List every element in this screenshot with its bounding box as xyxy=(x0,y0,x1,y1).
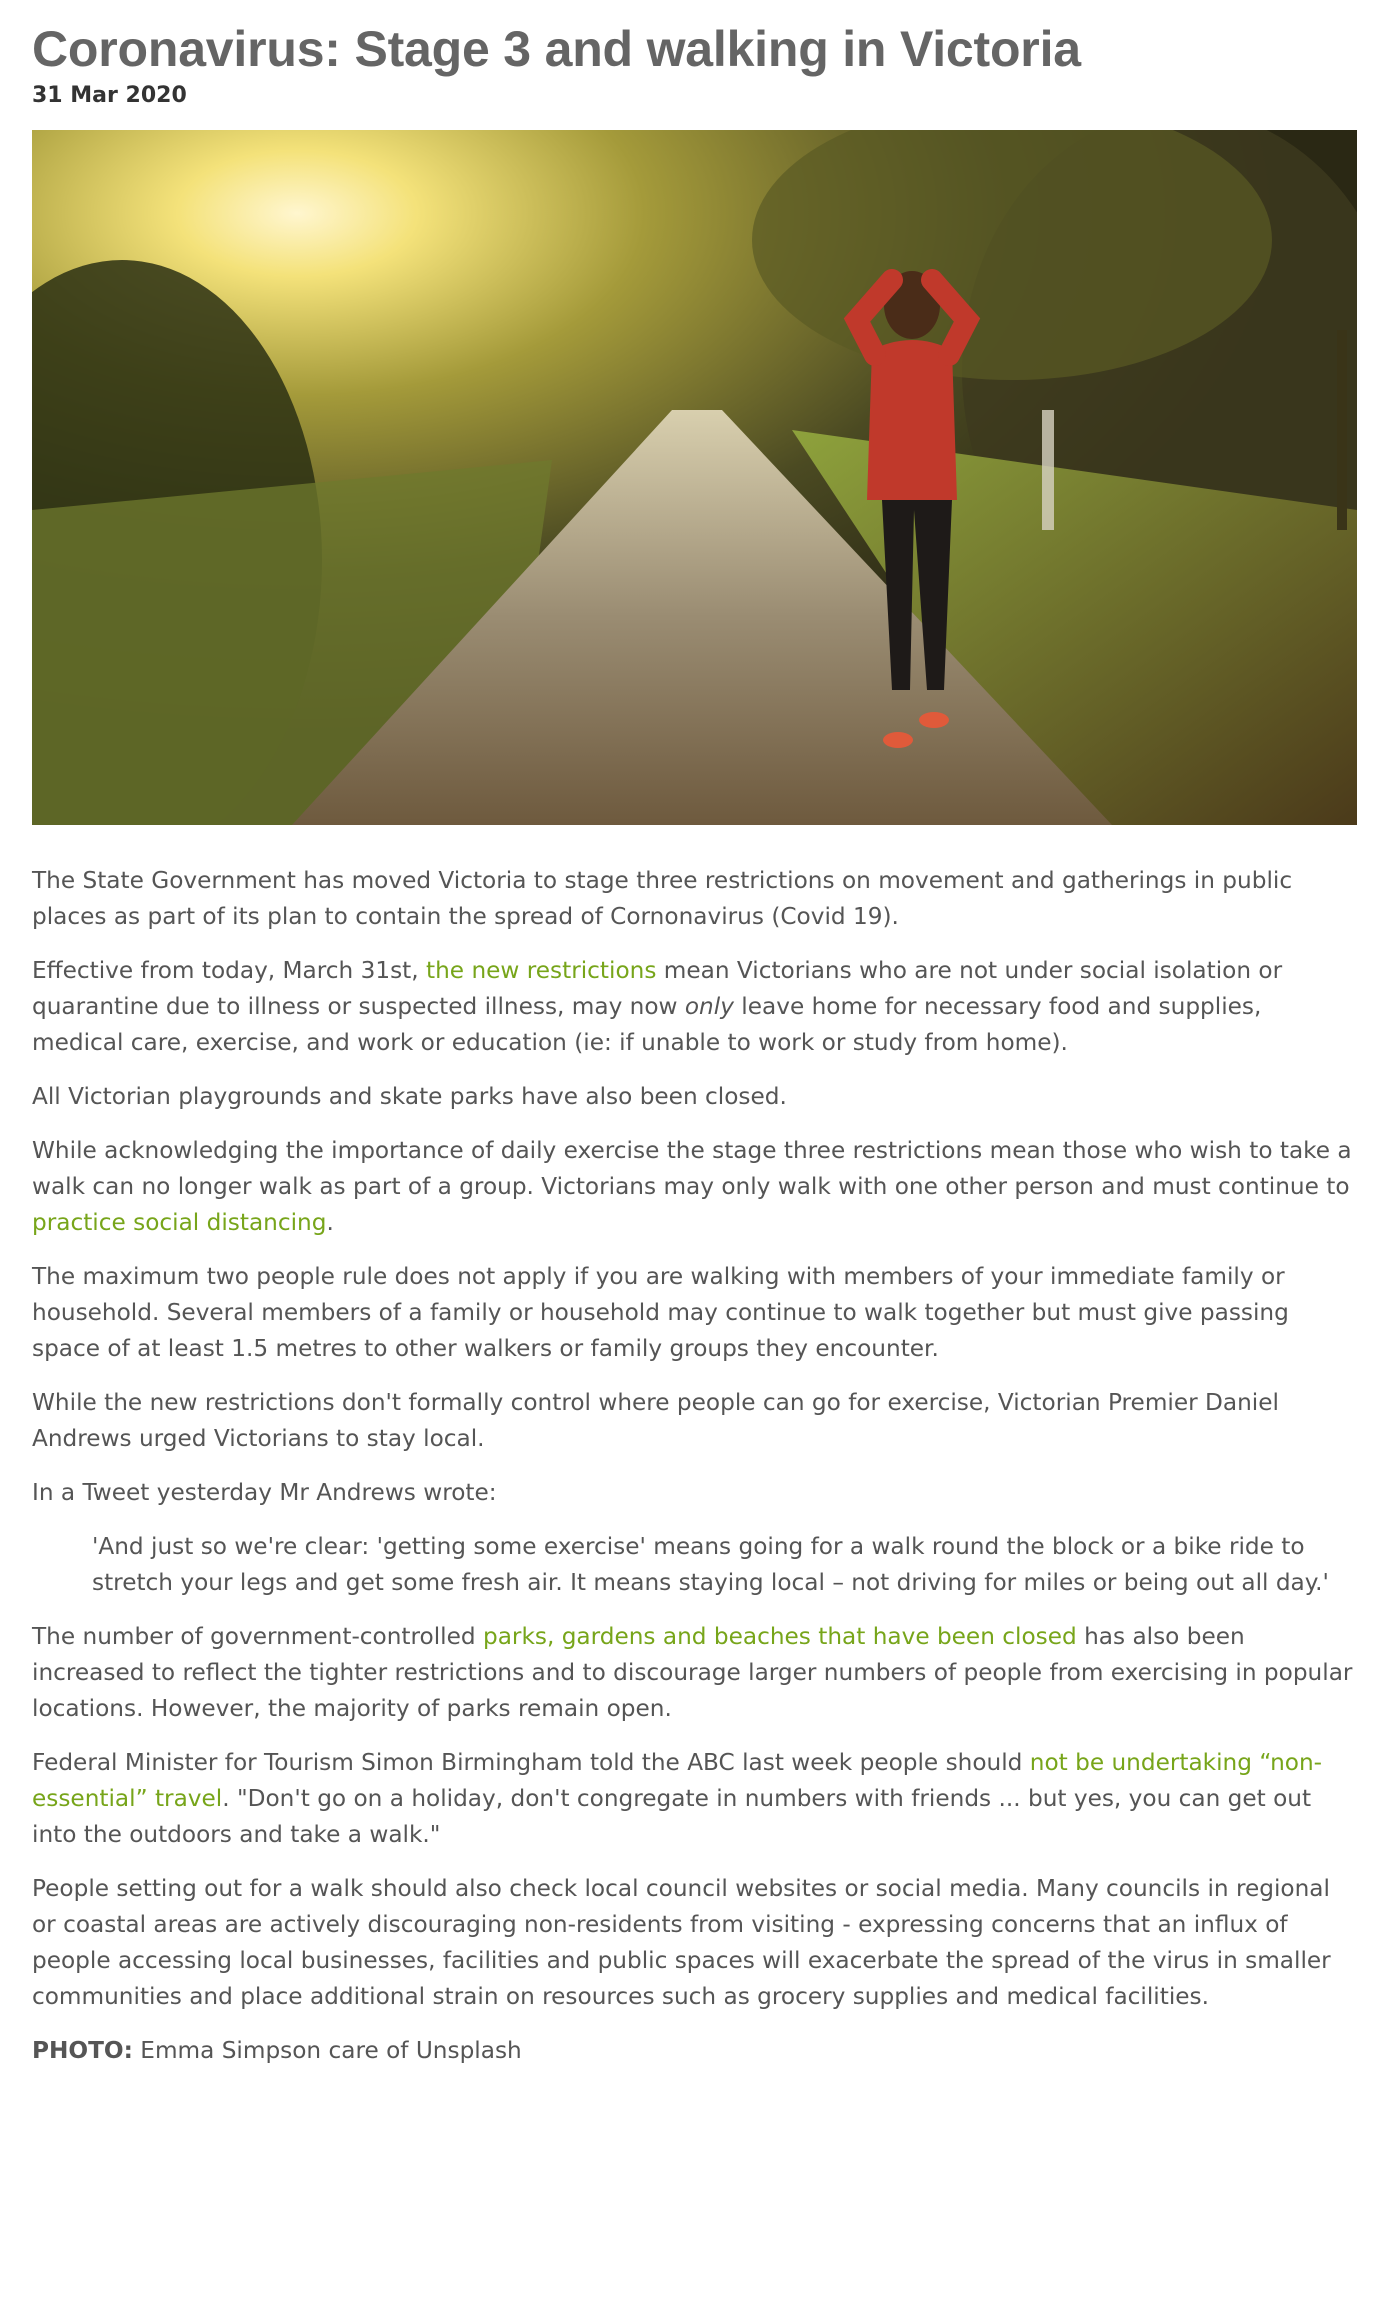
paragraph: The maximum two people rule does not apply if you are walking with members of your immediate family or household. Several members of a family or household may continue to walk together but must give passing space of at least 1.5 metres to other walkers or family groups they encounter. xyxy=(32,1263,1289,1362)
paragraph: All Victorian playgrounds and skate parks have also been closed. xyxy=(32,1083,787,1110)
article-container xyxy=(32,20,1357,2087)
hero-photo xyxy=(32,130,1357,825)
paragraph: The number of government-controlled parks, gardens and beaches that have been closed has also been increased to reflect the tighter restrictions and to discourage larger numbers of people from exercising in popular locations. However, the majority of parks remain open. xyxy=(32,1623,1353,1722)
article-title: Coronavirus: Stage 3 and walking in Victoria xyxy=(32,21,1081,77)
paragraph: While acknowledging the importance of daily exercise the stage three restrictions mean those who wish to take a walk can no longer walk as part of a group. Victorians may only walk with one other person and must continue to practice social distancing. xyxy=(32,1137,1352,1236)
photo-credit-label: PHOTO: xyxy=(32,2037,133,2064)
social-distancing-link[interactable]: practice social distancing xyxy=(32,1209,327,1236)
paragraph: Federal Minister for Tourism Simon Birmingham told the ABC last week people should not be undertaking “non-essential” travel. "Don't go on a holiday, don't congregate in numbers with friends ... but yes, you can get out into the outdoors and take a walk." xyxy=(32,1749,1323,1848)
paragraph: In a Tweet yesterday Mr Andrews wrote: xyxy=(32,1479,497,1506)
article-body xyxy=(32,863,1357,2069)
new-restrictions-link[interactable]: the new restrictions xyxy=(426,957,657,984)
article-date: 31 Mar 2020 xyxy=(32,83,187,108)
non-essential-travel-link[interactable]: not be undertaking “non-essential” travel xyxy=(32,1749,1323,1812)
paragraph: Effective from today, March 31st, the new restrictions mean Victorians who are not under social isolation or quarantine due to illness or suspected illness, may now only leave home for necessary food and supplies, medical care, exercise, and work or education (ie: if unable to work or study from home). xyxy=(32,957,1283,1056)
photo-credit xyxy=(32,2033,1357,2069)
photo-credit-text: Emma Simpson care of Unsplash xyxy=(132,2037,522,2064)
paragraph: The State Government has moved Victoria to stage three restrictions on movement and gatherings in public places as part of its plan to contain the spread of Cornonavirus (Covid 19). xyxy=(32,867,1293,930)
closed-parks-link[interactable]: parks, gardens and beaches that have been closed xyxy=(482,1623,1077,1650)
paragraph: People setting out for a walk should also check local council websites or social media. Many councils in regional or coastal areas are actively discouraging non-residents from visiting - expressing concerns that an influx of people accessing local businesses, facilities and public spaces will exacerbate the spread of the virus in smaller communities and place additional strain on resources such as grocery supplies and medical facilities. xyxy=(32,1875,1331,2010)
paragraph: While the new restrictions don't formally control where people can go for exercise, Victorian Premier Daniel Andrews urged Victorians to stay local. xyxy=(32,1389,1279,1452)
tweet-quote: 'And just so we're clear: 'getting some exercise' means going for a walk round the block or a bike ride to stretch your legs and get some fresh air. It means staying local – not driving for miles or being out all day.' xyxy=(92,1533,1329,1596)
